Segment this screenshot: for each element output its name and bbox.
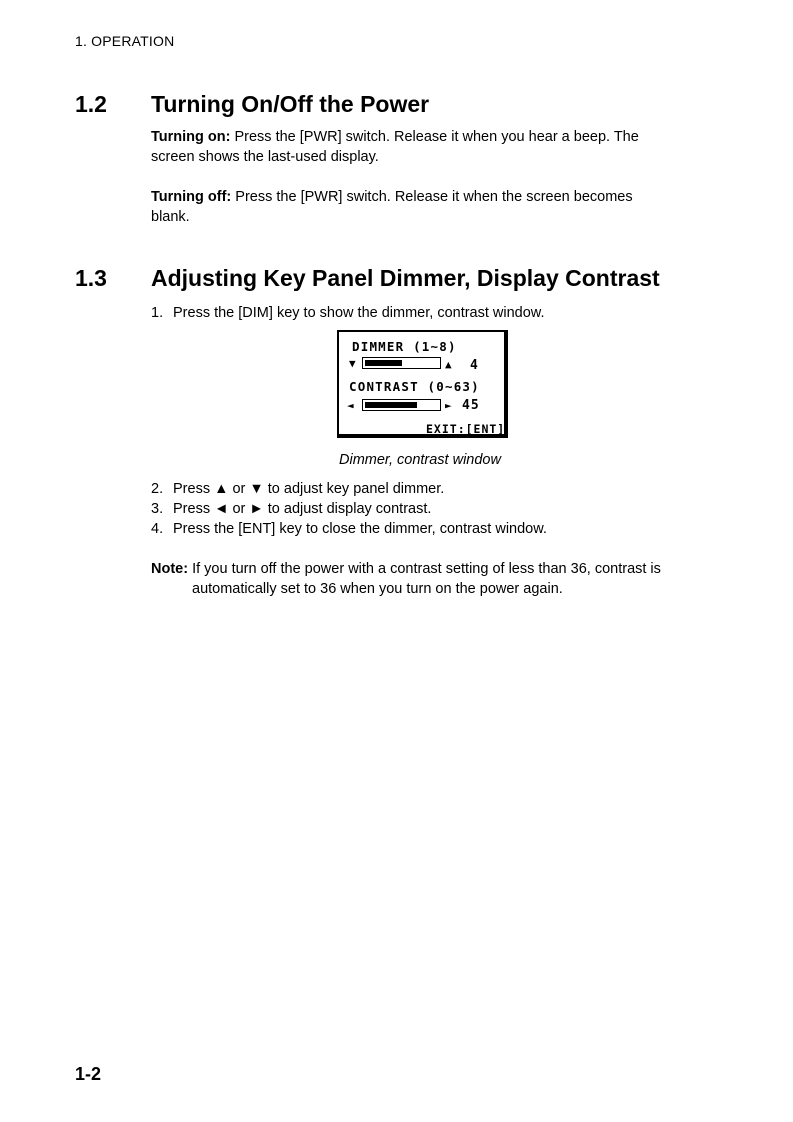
- left-arrow-icon: ◄: [347, 399, 354, 412]
- turning-on-line1: Press the [PWR] switch. Release it when you hear a beep. The: [230, 129, 639, 145]
- dimmer-bar: [362, 357, 441, 369]
- step-text: Press the [DIM] key to show the dimmer, contrast window.: [173, 305, 545, 321]
- section-title: Turning On/Off the Power: [151, 91, 430, 117]
- exit-hint: EXIT:[ENT]: [426, 422, 506, 436]
- running-header: 1. OPERATION: [75, 33, 175, 49]
- contrast-bar-fill: [365, 402, 417, 408]
- dimmer-value: 4: [470, 358, 479, 373]
- turning-off-line2: blank.: [151, 209, 190, 225]
- contrast-bar: [362, 399, 441, 411]
- note-label: Note:: [151, 561, 189, 577]
- contrast-label: CONTRAST (0~63): [349, 379, 480, 394]
- step-number: 1.: [151, 305, 164, 321]
- dimmer-contrast-window: [337, 330, 508, 438]
- step-number: 4.: [151, 521, 164, 537]
- section-title: Adjusting Key Panel Dimmer, Display Contrast: [151, 265, 660, 291]
- step-number: 2.: [151, 481, 164, 497]
- note-line1: If you turn off the power with a contrast setting of less than 36, contrast is: [188, 561, 661, 577]
- note-line2: automatically set to 36 when you turn on the power again.: [192, 581, 563, 597]
- page-number: 1-2: [75, 1064, 102, 1084]
- up-arrow-icon: ▲: [445, 358, 452, 371]
- step-1: [151, 303, 545, 323]
- down-arrow-icon: ▼: [349, 357, 356, 370]
- turning-on-label: Turning on:: [151, 129, 231, 145]
- section-number: 1.3: [75, 265, 107, 291]
- contrast-value: 45: [462, 398, 480, 413]
- note-paragraph: [151, 559, 711, 599]
- figure-caption: Dimmer, contrast window: [339, 452, 501, 468]
- dimmer-bar-fill: [365, 360, 402, 366]
- step-text: Press ▲ or ▼ to adjust key panel dimmer.: [173, 481, 445, 497]
- dimmer-label: DIMMER (1~8): [352, 339, 457, 354]
- turning-off-paragraph: [151, 187, 711, 227]
- turning-off-line1: Press the [PWR] switch. Release it when the screen becomes: [231, 189, 633, 205]
- right-arrow-icon: ►: [445, 399, 452, 412]
- section-number: 1.2: [75, 91, 107, 117]
- turning-on-line2: screen shows the last-used display.: [151, 149, 379, 165]
- turning-off-label: Turning off:: [151, 189, 232, 205]
- step-2: [151, 479, 444, 499]
- step-number: 3.: [151, 501, 164, 517]
- step-4: [151, 519, 547, 539]
- turning-on-paragraph: [151, 127, 711, 167]
- step-3: [151, 499, 431, 519]
- step-text: Press ◄ or ► to adjust display contrast.: [173, 501, 432, 517]
- step-text: Press the [ENT] key to close the dimmer, contrast window.: [173, 521, 547, 537]
